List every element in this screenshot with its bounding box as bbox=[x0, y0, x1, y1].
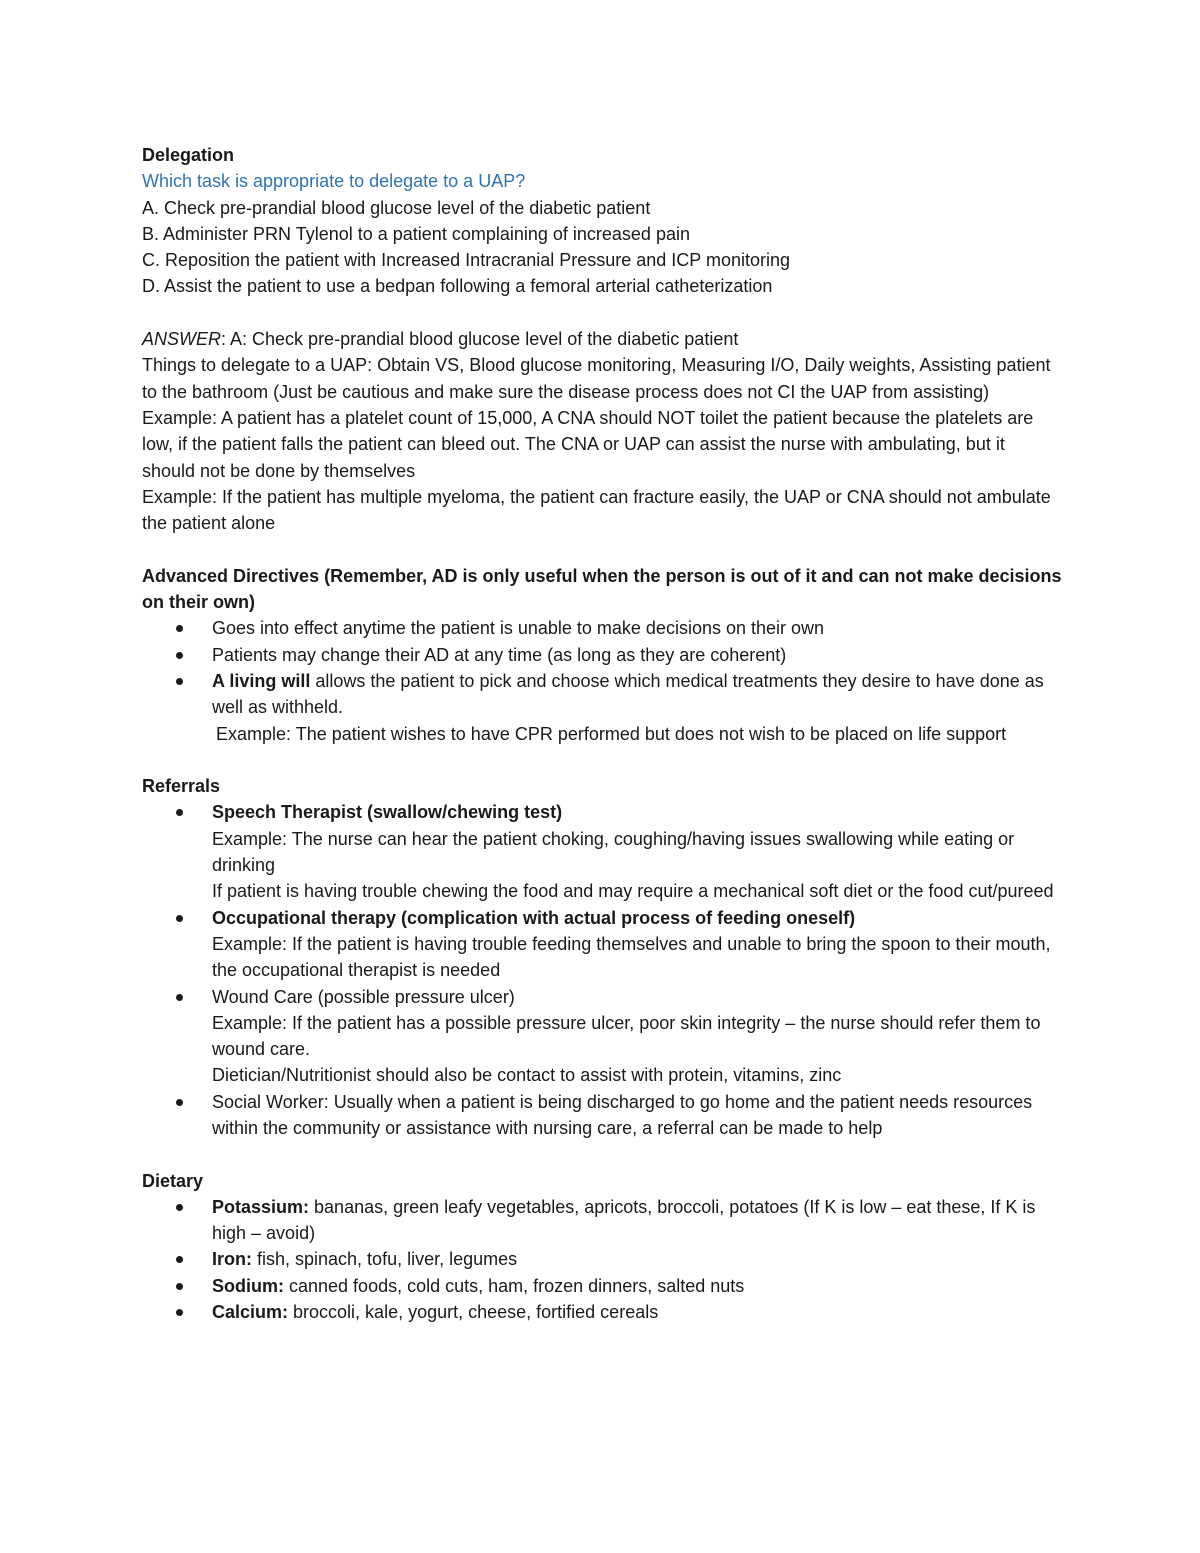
delegation-things: Things to delegate to a UAP: Obtain VS, Blood glucose monitoring, Measuring I/O, Daily weights, Assisting patient to the bathroom (Just be cautious and make sure the disease process does not CI the UAP from assisting) bbox=[142, 355, 1051, 402]
speech-note: If patient is having trouble chewing the food and may require a mechanical soft diet or the food cut/pureed bbox=[212, 881, 1054, 902]
delegation-example-2: Example: If the patient has multiple myeloma, the patient can fracture easily, the UAP or CNA should not ambulate the patient alone bbox=[142, 486, 1051, 534]
spacer bbox=[142, 747, 1062, 773]
iron-text: fish, spinach, tofu, liver, legumes bbox=[252, 1249, 518, 1270]
ot-example: Example: If the patient is having trouble feeding themselves and unable to bring the spoon to their mouth, the occupational therapist is needed bbox=[212, 933, 1051, 981]
sodium-label: Sodium: bbox=[212, 1275, 284, 1296]
social-worker: Social Worker: Usually when a patient is being discharged to go home and the patient needs resources within the community or assistance with nursing care, a referral can be made to help bbox=[212, 1091, 1033, 1138]
list-item bbox=[142, 799, 1062, 904]
living-will-label: A living will bbox=[212, 670, 311, 691]
spacer bbox=[142, 1141, 1062, 1167]
list-item bbox=[142, 615, 1062, 641]
spacer bbox=[142, 536, 1062, 562]
calcium-label: Calcium: bbox=[212, 1302, 289, 1323]
speech-title: Speech Therapist (swallow/chewing test) bbox=[212, 802, 563, 823]
calcium-text: broccoli, kale, yogurt, cheese, fortified cereals bbox=[288, 1302, 659, 1323]
referrals-section bbox=[142, 773, 1062, 1141]
dietary-heading: Dietary bbox=[142, 1170, 204, 1191]
referrals-heading: Referrals bbox=[142, 776, 221, 797]
answer-text: : A: Check pre-prandial blood glucose level of the diabetic patient bbox=[221, 329, 739, 350]
ot-title: Occupational therapy (complication with actual process of feeding oneself) bbox=[212, 907, 856, 928]
advanced-item-2: Patients may change their AD at any time (as long as they are coherent) bbox=[212, 644, 787, 665]
option-c: C. Reposition the patient with Increased Intracranial Pressure and ICP monitoring bbox=[142, 250, 791, 271]
potassium-text: bananas, green leafy vegetables, apricots, broccoli, potatoes (If K is low – eat these, If K is high – avoid) bbox=[212, 1196, 1036, 1244]
potassium-label: Potassium: bbox=[212, 1196, 310, 1217]
dietary-list bbox=[142, 1194, 1062, 1325]
list-item bbox=[142, 1273, 1062, 1299]
list-item bbox=[142, 1246, 1062, 1272]
living-will-text: allows the patient to pick and choose which medical treatments they desire to have done as well as withheld. bbox=[212, 670, 1044, 718]
answer-label: ANSWER bbox=[142, 329, 222, 350]
dietary-section bbox=[142, 1168, 1062, 1326]
sodium-text: canned foods, cold cuts, ham, frozen dinners, salted nuts bbox=[284, 1275, 745, 1296]
advanced-item-1: Goes into effect anytime the patient is unable to make decisions on their own bbox=[212, 618, 825, 639]
option-a: A. Check pre-prandial blood glucose level of the diabetic patient bbox=[142, 197, 651, 218]
list-item bbox=[142, 642, 1062, 668]
list-item bbox=[142, 1089, 1062, 1142]
delegation-example-1: Example: A patient has a platelet count of 15,000, A CNA should NOT toilet the patient because the platelets are low, if the patient falls the patient can bleed out. The CNA or UAP can assist the nurse with ambulating, but it should not be done by themselves bbox=[142, 407, 1034, 481]
referrals-list bbox=[142, 799, 1062, 1141]
spacer bbox=[142, 300, 1062, 326]
option-b: B. Administer PRN Tylenol to a patient complaining of increased pain bbox=[142, 223, 690, 244]
list-item bbox=[142, 1299, 1062, 1325]
option-d: D. Assist the patient to use a bedpan following a femoral arterial catheterization bbox=[142, 276, 773, 297]
document-page bbox=[142, 142, 1062, 1325]
list-item bbox=[142, 668, 1062, 747]
wound-note: Dietician/Nutritionist should also be contact to assist with protein, vitamins, zinc bbox=[212, 1065, 842, 1086]
delegation-question: Which task is appropriate to delegate to a UAP? bbox=[142, 171, 526, 192]
advanced-heading: Advanced Directives (Remember, AD is only useful when the person is out of it and can not make decisions on their own) bbox=[142, 565, 1062, 613]
living-will-example: Example: The patient wishes to have CPR performed but does not wish to be placed on life support bbox=[216, 723, 1007, 744]
iron-label: Iron: bbox=[212, 1249, 252, 1270]
wound-example: Example: If the patient has a possible pressure ulcer, poor skin integrity – the nurse should refer them to wound care. bbox=[212, 1012, 1041, 1060]
advanced-directives-section bbox=[142, 563, 1062, 747]
list-item bbox=[142, 905, 1062, 984]
list-item bbox=[142, 1194, 1062, 1247]
answer-line bbox=[142, 326, 1062, 352]
delegation-section bbox=[142, 142, 1062, 536]
speech-example: Example: The nurse can hear the patient choking, coughing/having issues swallowing while eating or drinking bbox=[212, 828, 1015, 876]
list-item bbox=[142, 984, 1062, 1089]
advanced-list bbox=[142, 615, 1062, 746]
wound-title: Wound Care (possible pressure ulcer) bbox=[212, 986, 515, 1007]
delegation-heading: Delegation bbox=[142, 145, 235, 165]
